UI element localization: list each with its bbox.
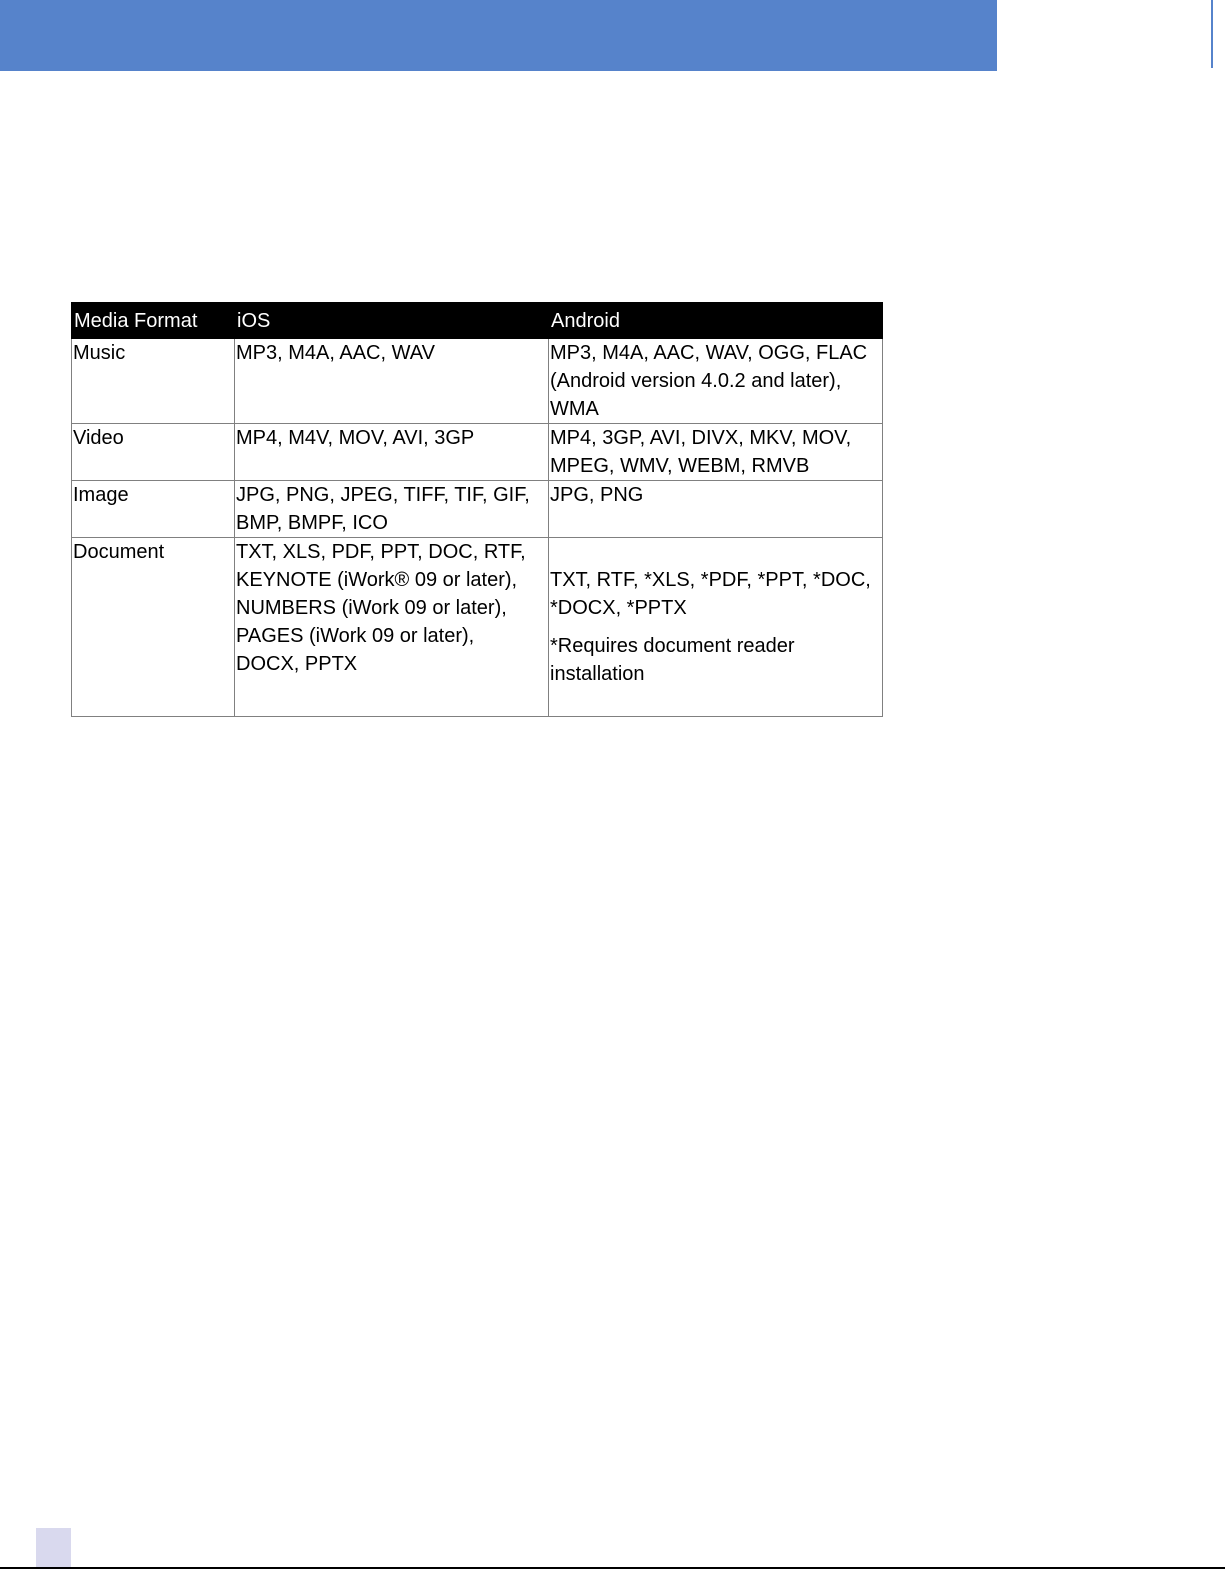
table-row <box>72 424 883 481</box>
table-row <box>72 339 883 424</box>
header-edge-mark <box>1211 0 1213 68</box>
format-cell: Video <box>72 424 235 481</box>
header-ios: iOS <box>235 303 549 339</box>
format-cell: Image <box>72 481 235 538</box>
header-media-format: Media Format <box>72 303 235 339</box>
format-cell: Document <box>72 538 235 717</box>
header-band <box>0 0 997 71</box>
table-header-row <box>72 303 883 339</box>
android-cell: MP3, M4A, AAC, WAV, OGG, FLAC (Android version 4.0.2 and later), WMA <box>549 339 883 424</box>
ios-cell: TXT, XLS, PDF, PPT, DOC, RTF, KEYNOTE (iWork® 09 or later), NUMBERS (iWork 09 or later), PAGES (iWork 09 or later), DOCX, PPTX <box>235 538 549 717</box>
page-tab <box>36 1528 71 1567</box>
android-cell <box>549 538 883 717</box>
bottom-rule <box>0 1567 1225 1569</box>
header-android: Android <box>549 303 883 339</box>
ios-cell: MP4, M4V, MOV, AVI, 3GP <box>235 424 549 481</box>
android-cell: JPG, PNG <box>549 481 883 538</box>
ios-cell: JPG, PNG, JPEG, TIFF, TIF, GIF, BMP, BMPF, ICO <box>235 481 549 538</box>
format-cell: Music <box>72 339 235 424</box>
ios-cell: MP3, M4A, AAC, WAV <box>235 339 549 424</box>
android-formats: TXT, RTF, *XLS, *PDF, *PPT, *DOC, *DOCX, *PPTX <box>550 569 871 619</box>
android-note: *Requires document reader installation <box>550 635 795 685</box>
media-format-table <box>71 302 883 717</box>
android-cell: MP4, 3GP, AVI, DIVX, MKV, MOV, MPEG, WMV, WEBM, RMVB <box>549 424 883 481</box>
table-row <box>72 481 883 538</box>
table-row <box>72 538 883 717</box>
